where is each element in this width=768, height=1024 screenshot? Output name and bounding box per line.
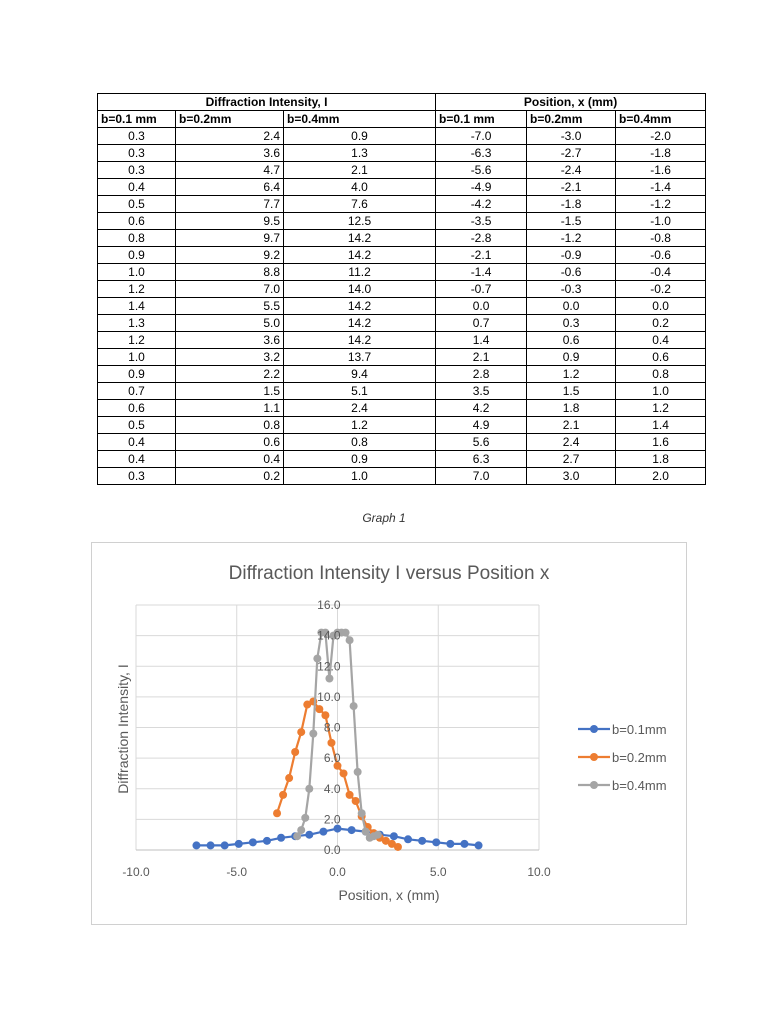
table-row: [98, 179, 706, 196]
table-cell: -0.7: [436, 281, 527, 298]
table-cell: -0.9: [527, 247, 616, 264]
table-cell: -2.0: [616, 128, 706, 145]
data-point: [354, 768, 362, 776]
x-tick-label: -10.0: [122, 865, 150, 879]
y-tick-label: 0.0: [323, 843, 341, 857]
y-tick-label: 2.0: [323, 812, 341, 827]
table-cell: 0.5: [98, 196, 176, 213]
chart-frame: [91, 542, 687, 925]
data-point: [249, 838, 257, 846]
table-cell: 3.5: [436, 383, 527, 400]
x-tick-label: -5.0: [226, 865, 248, 879]
table-cell: 2.4: [284, 400, 436, 417]
table-row: [98, 162, 706, 179]
y-tick-label: 12.0: [317, 659, 341, 674]
table-cell: 2.0: [616, 468, 706, 485]
chart-title: Diffraction Intensity I versus Position x: [228, 563, 550, 584]
data-point: [460, 840, 468, 848]
data-point: [315, 705, 323, 713]
data-point: [305, 831, 313, 839]
table-cell: 2.4: [176, 128, 284, 145]
table-cell: 5.1: [284, 383, 436, 400]
data-point: [297, 728, 305, 736]
x-tick-label: 10.0: [527, 865, 551, 879]
table-cell: -1.2: [616, 196, 706, 213]
data-point: [291, 748, 299, 756]
table-cell: 0.9: [284, 451, 436, 468]
table-cell: 6.4: [176, 179, 284, 196]
table-cell: -1.4: [436, 264, 527, 281]
table-cell: 0.8: [176, 417, 284, 434]
table-cell: 8.8: [176, 264, 284, 281]
data-point: [297, 826, 305, 834]
table-row: [98, 128, 706, 145]
table-cell: 1.0: [98, 264, 176, 281]
table-cell: -0.6: [527, 264, 616, 281]
table-cell: 0.8: [98, 230, 176, 247]
table-cell: 0.4: [98, 451, 176, 468]
table-cell: -5.6: [436, 162, 527, 179]
table-cell: 9.2: [176, 247, 284, 264]
table-cell: 0.7: [98, 383, 176, 400]
legend-marker: [590, 753, 598, 761]
table-cell: 2.2: [176, 366, 284, 383]
table-cell: 2.1: [284, 162, 436, 179]
table-cell: 0.2: [176, 468, 284, 485]
data-point: [432, 838, 440, 846]
table-cell: -1.8: [616, 145, 706, 162]
table-cell: 14.2: [284, 247, 436, 264]
table-cell: 4.0: [284, 179, 436, 196]
table-row: [98, 196, 706, 213]
table-cell: 0.3: [98, 162, 176, 179]
table-cell: 3.6: [176, 332, 284, 349]
table-cell: -2.4: [527, 162, 616, 179]
group-header-row: [98, 94, 706, 111]
data-point: [263, 837, 271, 845]
table-cell: 2.4: [527, 434, 616, 451]
y-tick-label: 10.0: [317, 689, 341, 704]
data-point: [327, 739, 335, 747]
table-cell: 0.0: [527, 298, 616, 315]
table-cell: 0.8: [616, 366, 706, 383]
table-row: [98, 366, 706, 383]
table-cell: -1.2: [527, 230, 616, 247]
table-cell: -1.4: [616, 179, 706, 196]
col-header: b=0.1 mm: [98, 111, 176, 128]
y-tick-label: 16.0: [317, 598, 341, 612]
table-cell: 0.8: [284, 434, 436, 451]
table-cell: 0.0: [616, 298, 706, 315]
table-row: [98, 145, 706, 162]
diffraction-chart: [92, 543, 686, 924]
table-cell: -0.4: [616, 264, 706, 281]
table-cell: -2.1: [436, 247, 527, 264]
table-cell: 4.7: [176, 162, 284, 179]
table-cell: 1.2: [616, 400, 706, 417]
table-cell: 0.4: [98, 434, 176, 451]
table-cell: 1.8: [527, 400, 616, 417]
table-cell: -1.6: [616, 162, 706, 179]
table-row: [98, 383, 706, 400]
table-cell: 0.4: [616, 332, 706, 349]
table-row: [98, 332, 706, 349]
table-cell: 0.9: [284, 128, 436, 145]
x-axis-label: Position, x (mm): [338, 887, 440, 903]
table-row: [98, 434, 706, 451]
table-cell: -0.2: [616, 281, 706, 298]
legend-label: b=0.2mm: [612, 750, 667, 765]
table-cell: 1.0: [284, 468, 436, 485]
table-cell: -3.5: [436, 213, 527, 230]
table-cell: 2.1: [436, 349, 527, 366]
x-tick-label: 0.0: [329, 865, 346, 879]
table-cell: 7.7: [176, 196, 284, 213]
y-axis-label: Diffraction Intensity, I: [115, 664, 131, 794]
table-cell: 14.2: [284, 230, 436, 247]
table-cell: 0.6: [176, 434, 284, 451]
table-cell: 7.0: [436, 468, 527, 485]
data-point: [348, 826, 356, 834]
legend-marker: [590, 725, 598, 733]
table-cell: 9.7: [176, 230, 284, 247]
table-cell: 0.3: [98, 145, 176, 162]
data-point: [358, 809, 366, 817]
table-cell: 2.7: [527, 451, 616, 468]
table-cell: 5.6: [436, 434, 527, 451]
data-point: [346, 636, 354, 644]
table-body: [98, 128, 706, 485]
table-cell: 0.9: [98, 366, 176, 383]
data-point: [277, 834, 285, 842]
table-cell: 1.4: [436, 332, 527, 349]
table-cell: 5.0: [176, 315, 284, 332]
data-point: [374, 831, 382, 839]
table-cell: 1.0: [98, 349, 176, 366]
data-point: [342, 629, 350, 637]
table-cell: 1.8: [616, 451, 706, 468]
table-cell: 3.6: [176, 145, 284, 162]
table-cell: 14.0: [284, 281, 436, 298]
table-cell: -2.8: [436, 230, 527, 247]
data-point: [346, 791, 354, 799]
table-cell: 0.4: [98, 179, 176, 196]
table-cell: -1.8: [527, 196, 616, 213]
y-tick-label: 6.0: [323, 751, 341, 766]
data-point: [321, 711, 329, 719]
y-tick-label: 14.0: [317, 628, 341, 643]
graph-caption: Graph 1: [362, 511, 406, 525]
column-header-row: [98, 111, 706, 128]
table-cell: 2.1: [527, 417, 616, 434]
table-cell: 0.2: [616, 315, 706, 332]
data-point: [319, 828, 327, 836]
table-cell: 0.5: [98, 417, 176, 434]
table-cell: 12.5: [284, 213, 436, 230]
table-cell: 0.9: [98, 247, 176, 264]
table-cell: 1.4: [616, 417, 706, 434]
table-row: [98, 247, 706, 264]
table-row: [98, 281, 706, 298]
table-cell: 1.5: [176, 383, 284, 400]
x-tick-label: 5.0: [429, 865, 447, 879]
table-row: [98, 468, 706, 485]
data-point: [350, 702, 358, 710]
table-cell: 9.4: [284, 366, 436, 383]
table-cell: 0.6: [527, 332, 616, 349]
position-group-header: Position, x (mm): [436, 94, 706, 111]
table-cell: -1.0: [616, 213, 706, 230]
table-cell: 0.3: [527, 315, 616, 332]
table-cell: 1.5: [527, 383, 616, 400]
table-cell: 0.3: [98, 128, 176, 145]
data-point: [404, 835, 412, 843]
table-cell: 0.9: [527, 349, 616, 366]
table-cell: 1.1: [176, 400, 284, 417]
legend-label: b=0.4mm: [612, 778, 667, 793]
table-row: [98, 451, 706, 468]
table-cell: 0.0: [436, 298, 527, 315]
table-cell: -6.3: [436, 145, 527, 162]
col-header: b=0.2mm: [176, 111, 284, 128]
table-cell: 11.2: [284, 264, 436, 281]
table-cell: -2.1: [527, 179, 616, 196]
table-cell: 13.7: [284, 349, 436, 366]
legend-marker: [590, 781, 598, 789]
table-cell: 1.2: [98, 281, 176, 298]
data-point: [418, 837, 426, 845]
table-cell: 1.2: [527, 366, 616, 383]
data-point: [273, 809, 281, 817]
data-table: [97, 93, 706, 485]
col-header: b=0.4mm: [284, 111, 436, 128]
data-point: [390, 832, 398, 840]
data-point: [309, 730, 317, 738]
col-header: b=0.2mm: [527, 111, 616, 128]
table-cell: 7.6: [284, 196, 436, 213]
data-point: [285, 774, 293, 782]
data-point: [340, 769, 348, 777]
data-point: [394, 843, 402, 851]
legend-label: b=0.1mm: [612, 722, 667, 737]
table-cell: 14.2: [284, 298, 436, 315]
table-row: [98, 264, 706, 281]
table-row: [98, 213, 706, 230]
table-cell: -7.0: [436, 128, 527, 145]
data-point: [352, 797, 360, 805]
y-tick-label: 8.0: [323, 720, 341, 735]
data-point: [235, 840, 243, 848]
table-cell: 9.5: [176, 213, 284, 230]
table-cell: 3.0: [527, 468, 616, 485]
data-point: [279, 791, 287, 799]
y-tick-label: 4.0: [323, 781, 341, 796]
table-cell: 1.2: [284, 417, 436, 434]
table-cell: 1.6: [616, 434, 706, 451]
table-cell: 5.5: [176, 298, 284, 315]
data-point: [192, 841, 200, 849]
table-cell: -0.8: [616, 230, 706, 247]
data-point: [446, 840, 454, 848]
table-cell: -1.5: [527, 213, 616, 230]
table-cell: 14.2: [284, 315, 436, 332]
table-cell: 14.2: [284, 332, 436, 349]
table-cell: 4.9: [436, 417, 527, 434]
table-cell: 1.2: [98, 332, 176, 349]
table-cell: 1.3: [284, 145, 436, 162]
table-cell: -4.9: [436, 179, 527, 196]
data-point: [475, 841, 483, 849]
table-row: [98, 230, 706, 247]
table-row: [98, 315, 706, 332]
table-cell: -4.2: [436, 196, 527, 213]
col-header: b=0.1 mm: [436, 111, 527, 128]
table-row: [98, 400, 706, 417]
data-point: [305, 785, 313, 793]
table-cell: 1.3: [98, 315, 176, 332]
table-cell: 2.8: [436, 366, 527, 383]
table-row: [98, 298, 706, 315]
intensity-group-header: Diffraction Intensity, I: [98, 94, 436, 111]
table-cell: -0.3: [527, 281, 616, 298]
table-cell: -0.6: [616, 247, 706, 264]
table-cell: 0.6: [98, 400, 176, 417]
data-point: [207, 841, 215, 849]
table-row: [98, 349, 706, 366]
table-cell: 7.0: [176, 281, 284, 298]
table-cell: 0.6: [616, 349, 706, 366]
data-point: [221, 841, 229, 849]
table-cell: -2.7: [527, 145, 616, 162]
table-cell: 0.6: [98, 213, 176, 230]
table-cell: 1.0: [616, 383, 706, 400]
table-cell: 0.4: [176, 451, 284, 468]
table-cell: 3.2: [176, 349, 284, 366]
table-cell: 0.3: [98, 468, 176, 485]
table-row: [98, 417, 706, 434]
data-point: [325, 675, 333, 683]
table-cell: -3.0: [527, 128, 616, 145]
table-cell: 6.3: [436, 451, 527, 468]
table-cell: 4.2: [436, 400, 527, 417]
table-cell: 1.4: [98, 298, 176, 315]
data-point: [301, 814, 309, 822]
col-header: b=0.4mm: [616, 111, 706, 128]
table-cell: 0.7: [436, 315, 527, 332]
